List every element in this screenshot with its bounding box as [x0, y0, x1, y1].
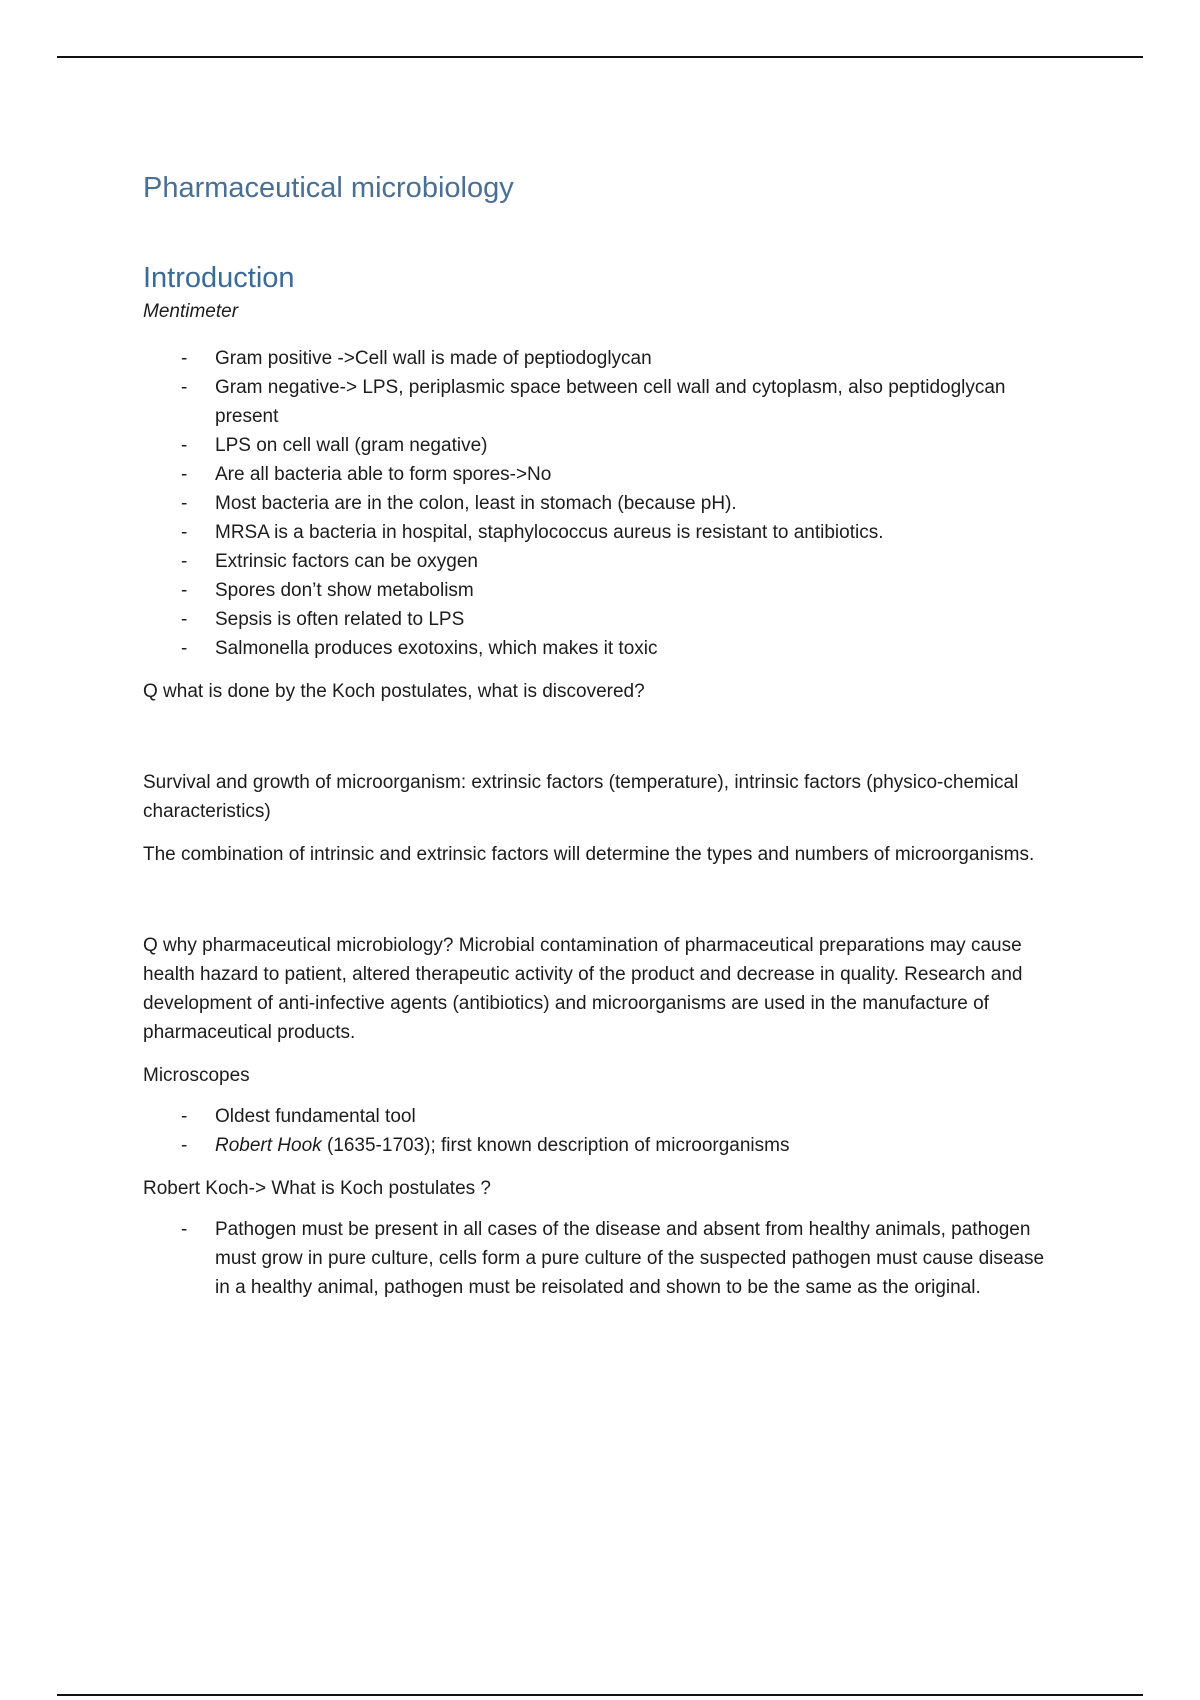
list-item-text: Gram positive ->Cell wall is made of peptiodoglycan: [215, 348, 652, 369]
list-item-text: (1635-1703); first known description of microorganisms: [321, 1135, 790, 1156]
mentimeter-list: [143, 344, 1063, 663]
survival-paragraph: Survival and growth of microorganism: extrinsic factors (temperature), intrinsic factors (physico-chemical characteristics): [143, 772, 1019, 822]
footer-rule: [57, 1694, 1143, 1696]
subheading-mentimeter: Mentimeter: [143, 301, 239, 322]
dash-bullet: -: [181, 464, 188, 485]
list-item: [143, 547, 1063, 576]
dash-bullet: -: [181, 348, 188, 369]
list-item-text: Pathogen must be present in all cases of the disease and absent from healthy animals, pathogen must grow in pure culture, cells form a pure culture of the suspected pathogen must cause disease in a healthy animal, pathogen must be reisolated and shown to be the same as the original.: [215, 1219, 1045, 1298]
list-item-text: Are all bacteria able to form spores->No: [215, 464, 552, 485]
robert-hook-name: Robert Hook: [215, 1135, 322, 1156]
list-item: [143, 1102, 1063, 1131]
document-body: [143, 168, 1063, 1302]
section-heading-introduction: Introduction: [143, 262, 295, 294]
list-item: [143, 1215, 1063, 1302]
combination-paragraph: The combination of intrinsic and extrinsic factors will determine the types and numbers of microorganisms.: [143, 844, 1035, 865]
koch-postulates-list: [143, 1215, 1063, 1302]
dash-bullet: -: [181, 377, 188, 398]
list-item: [143, 576, 1063, 605]
list-item-text: LPS on cell wall (gram negative): [215, 435, 488, 456]
microscopes-label: Microscopes: [143, 1065, 250, 1086]
koch-label: Robert Koch-> What is Koch postulates ?: [143, 1178, 491, 1199]
header-rule: [57, 56, 1143, 58]
list-item-text: Sepsis is often related to LPS: [215, 609, 465, 630]
list-item-text: Most bacteria are in the colon, least in stomach (because pH).: [215, 493, 737, 514]
microscopes-list: [143, 1102, 1063, 1160]
dash-bullet: -: [181, 1106, 188, 1127]
list-item-text: Salmonella produces exotoxins, which makes it toxic: [215, 638, 658, 659]
list-item-text: Extrinsic factors can be oxygen: [215, 551, 478, 572]
list-item: [143, 460, 1063, 489]
document-title: Pharmaceutical microbiology: [143, 172, 514, 204]
dash-bullet: -: [181, 638, 188, 659]
list-item: [143, 518, 1063, 547]
list-item: [143, 344, 1063, 373]
dash-bullet: -: [181, 580, 188, 601]
list-item-text: Oldest fundamental tool: [215, 1106, 416, 1127]
dash-bullet: -: [181, 1135, 188, 1156]
dash-bullet: -: [181, 493, 188, 514]
list-item: [143, 489, 1063, 518]
koch-question: Q what is done by the Koch postulates, what is discovered?: [143, 681, 645, 702]
list-item-text: MRSA is a bacteria in hospital, staphylococcus aureus is resistant to antibiotics.: [215, 522, 884, 543]
list-item: [143, 634, 1063, 663]
list-item-text: Gram negative-> LPS, periplasmic space between cell wall and cytoplasm, also peptidoglycan present: [215, 377, 1006, 427]
dash-bullet: -: [181, 1219, 188, 1240]
list-item: [143, 431, 1063, 460]
why-paragraph: Q why pharmaceutical microbiology? Microbial contamination of pharmaceutical preparations may cause health hazard to patient, altered therapeutic activity of the product and decrease in quality. Research and development of anti-infective agents (antibiotics) and microorganisms are used in the manufacture of pharmaceutical products.: [143, 935, 1023, 1043]
list-item-text: Spores don’t show metabolism: [215, 580, 474, 601]
dash-bullet: -: [181, 435, 188, 456]
dash-bullet: -: [181, 609, 188, 630]
dash-bullet: -: [181, 522, 188, 543]
list-item: [143, 1131, 1063, 1160]
list-item: [143, 373, 1063, 431]
dash-bullet: -: [181, 551, 188, 572]
list-item: [143, 605, 1063, 634]
